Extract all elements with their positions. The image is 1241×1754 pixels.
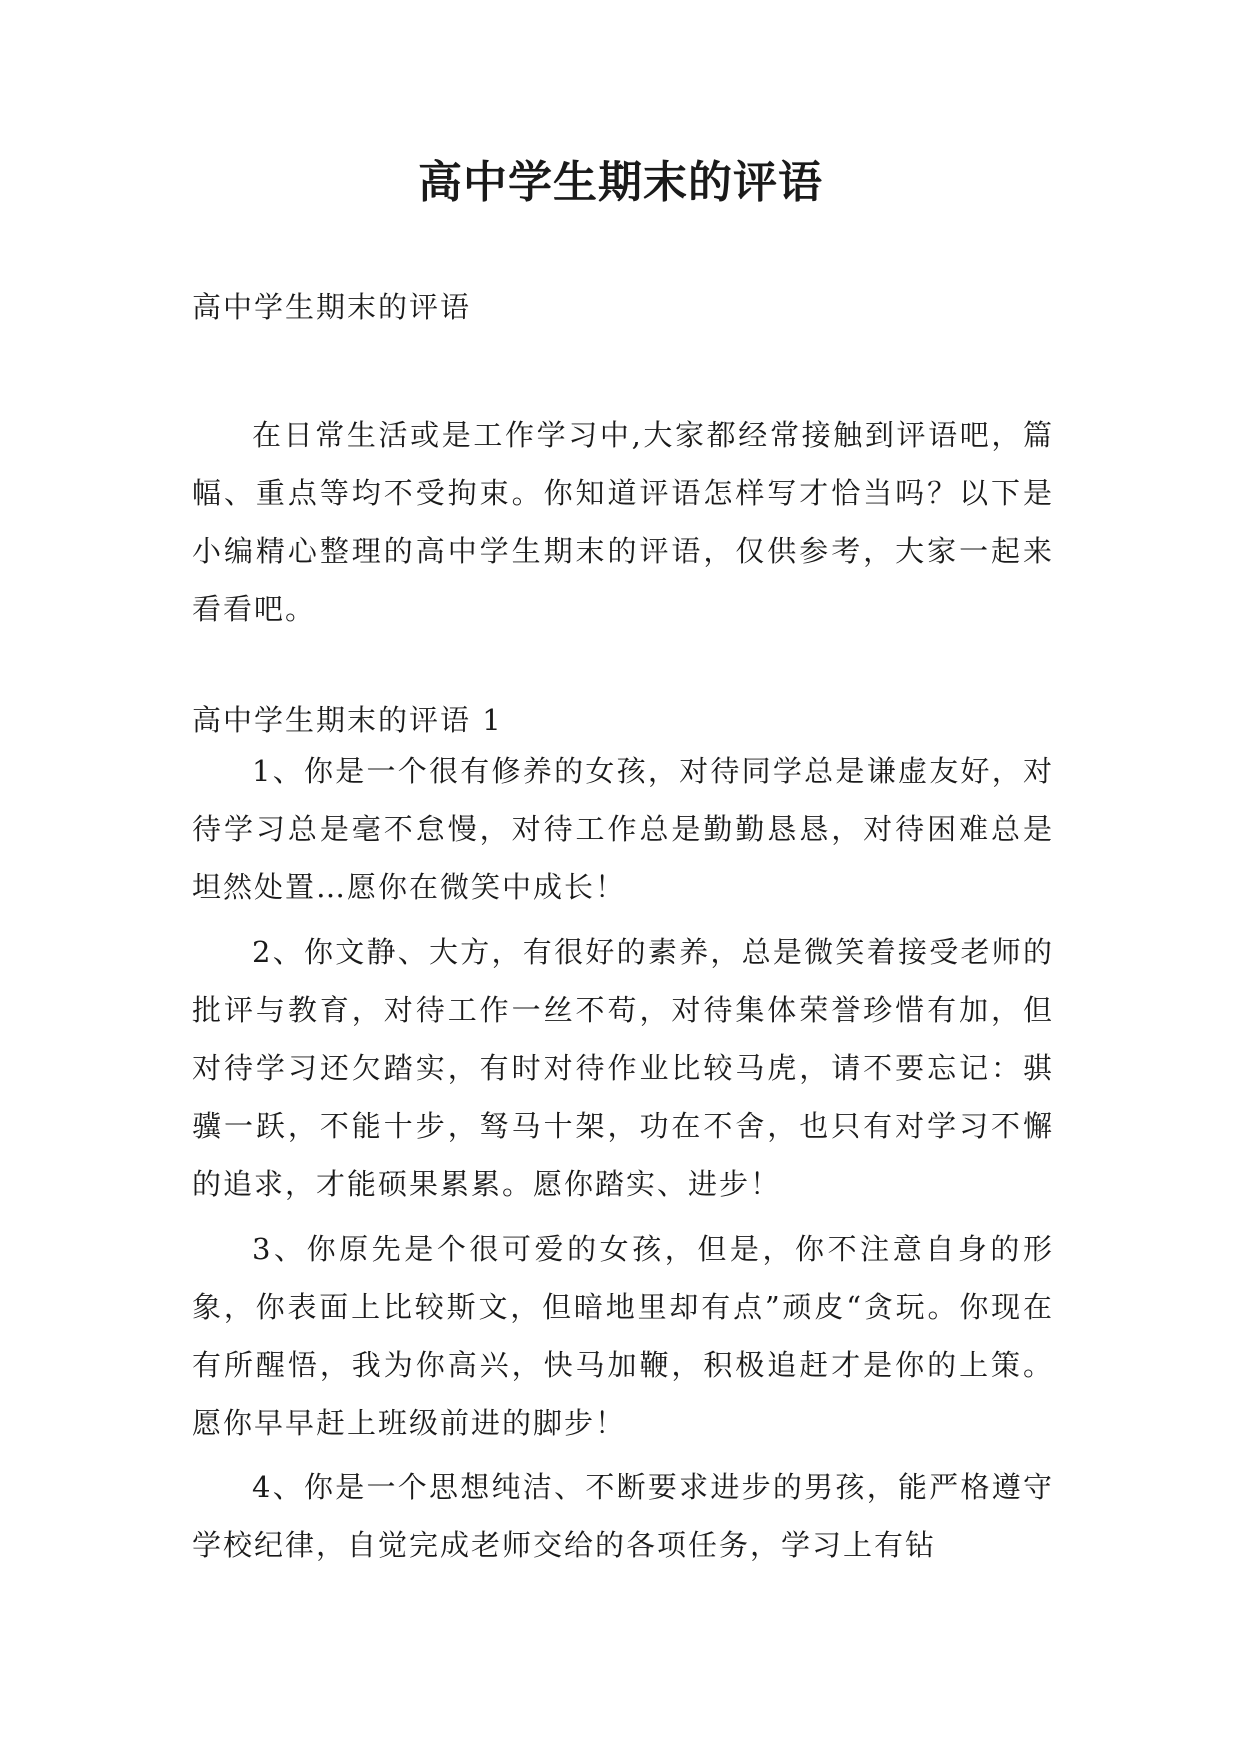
intro-paragraph: 在日常生活或是工作学习中,大家都经常接触到评语吧，篇幅、重点等均不受拘束。你知道评语怎样写才恰当吗？以下是小编精心整理的高中学生期末的评语，仅供参考，大家一起来看看吧。 <box>192 418 1054 626</box>
document-title: 高中学生期末的评语 <box>418 157 823 208</box>
comment-item-3: 3、你原先是个很可爱的女孩，但是，你不注意自身的形象，你表面上比较斯文，但暗地里却有点”顽皮“贪玩。你现在有所醒悟，我为你高兴，快马加鞭，积极追赶才是你的上策。愿你早早赶上班级前进的脚步！ <box>192 1232 1054 1440</box>
section-heading: 高中学生期末的评语 1 <box>192 703 503 737</box>
document-subtitle: 高中学生期末的评语 <box>192 290 472 324</box>
comment-item-4: 4、你是一个思想纯洁、不断要求进步的男孩，能严格遵守学校纪律，自觉完成老师交给的各项任务，学习上有钻 <box>192 1470 1054 1562</box>
comment-item-1: 1、你是一个很有修养的女孩，对待同学总是谦虚友好，对待学习总是毫不怠慢，对待工作总是勤勤恳恳，对待困难总是坦然处置…愿你在微笑中成长！ <box>192 754 1054 904</box>
comment-item-2: 2、你文静、大方，有很好的素养，总是微笑着接受老师的批评与教育，对待工作一丝不苟，对待集体荣誉珍惜有加，但对待学习还欠踏实，有时对待作业比较马虎，请不要忘记：骐骥一跃，不能十步，驽马十架，功在不舍，也只有对学习不懈的追求，才能硕果累累。愿你踏实、进步！ <box>192 935 1054 1201</box>
